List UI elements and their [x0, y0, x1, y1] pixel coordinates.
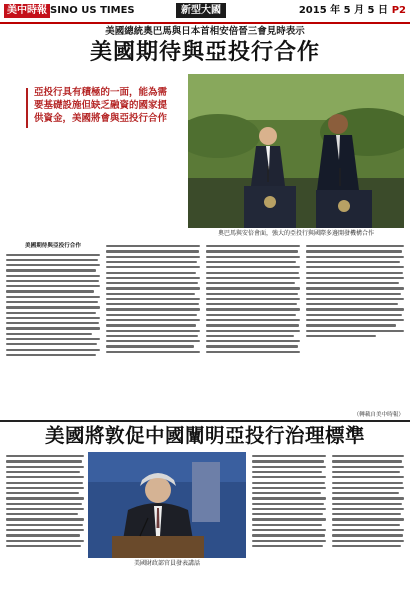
- text-line: [6, 269, 96, 271]
- pull-quote-text: 亞投行具有積極的一面，能為需要基礎設施但缺乏融資的國家提供資金，美國將會與亞投行合作: [34, 87, 168, 124]
- text-line: [6, 354, 96, 356]
- text-line: [6, 317, 100, 319]
- text-line: [332, 540, 404, 542]
- text-line: [206, 298, 300, 300]
- text-line: [206, 303, 297, 305]
- text-line: [6, 264, 100, 266]
- text-line: [6, 487, 84, 489]
- text-line: [106, 330, 200, 332]
- text-line: [332, 487, 404, 489]
- text-line: [206, 314, 296, 316]
- text-line: [106, 293, 195, 295]
- text-line: [306, 314, 402, 316]
- article1-subhead: 美國期待與亞投行合作: [25, 243, 81, 249]
- text-line: [106, 335, 198, 337]
- text-line: [306, 308, 404, 310]
- paper-logo: 美中時報: [4, 4, 50, 18]
- text-line: [6, 529, 84, 531]
- text-line: [6, 290, 94, 292]
- text-line: [206, 272, 299, 274]
- text-line: [206, 345, 298, 347]
- text-line: [306, 335, 376, 337]
- article1-end-note: （轉載自美中時報）: [353, 412, 404, 418]
- text-line: [306, 324, 396, 326]
- text-line: [106, 282, 198, 284]
- text-line: [106, 256, 200, 258]
- text-line: [306, 287, 404, 289]
- text-line: [6, 524, 83, 526]
- text-line: [6, 471, 80, 473]
- article2-column-2: [252, 452, 326, 598]
- text-line: [306, 245, 404, 247]
- text-line: [6, 306, 100, 308]
- article2-headline: 美國將敦促中國闡明亞投行治理標準: [44, 424, 365, 447]
- text-line: [6, 275, 100, 277]
- text-line: [332, 455, 404, 457]
- text-line: [306, 261, 400, 263]
- text-line: [252, 513, 323, 515]
- text-line: [6, 540, 84, 542]
- text-line: [252, 503, 324, 505]
- text-line: [6, 508, 84, 510]
- text-line: [252, 460, 324, 462]
- article2-photo: [88, 452, 246, 558]
- text-line: [206, 277, 300, 279]
- text-line: [106, 245, 200, 247]
- text-line: [252, 476, 326, 478]
- article2-column-3: [332, 452, 404, 598]
- text-line: [6, 322, 99, 324]
- text-line: [332, 492, 399, 494]
- text-line: [106, 298, 200, 300]
- text-line: [252, 508, 326, 510]
- text-line: [332, 503, 402, 505]
- text-line: [206, 319, 300, 321]
- text-line: [252, 487, 326, 489]
- text-line: [306, 303, 398, 305]
- article2-column-1: [6, 452, 84, 598]
- text-line: [306, 330, 404, 332]
- text-line: [106, 308, 200, 310]
- text-line: [6, 455, 84, 457]
- text-line: [206, 250, 298, 252]
- text-line: [252, 482, 325, 484]
- issue-date: 2015 年 5 月 5 日: [298, 5, 388, 16]
- text-line: [206, 308, 300, 310]
- text-line: [106, 266, 200, 268]
- press-conference-photo: [188, 74, 404, 228]
- text-line: [6, 333, 92, 335]
- article1-kicker: 美國總統奧巴馬與日本首相安倍晉三會見時表示: [105, 26, 305, 37]
- text-line: [206, 282, 295, 284]
- text-line: [6, 349, 100, 351]
- text-line: [306, 319, 404, 321]
- text-line: [306, 272, 403, 274]
- text-line: [106, 345, 194, 347]
- text-line: [206, 266, 300, 268]
- text-line: [332, 534, 403, 536]
- pull-quote-box: [6, 74, 182, 224]
- text-line: [106, 324, 196, 326]
- text-line: [206, 293, 298, 295]
- text-line: [206, 245, 300, 247]
- text-line: [332, 466, 404, 468]
- text-line: [252, 455, 326, 457]
- pull-quote-rule: [26, 88, 28, 128]
- text-line: [6, 327, 100, 329]
- text-line: [332, 508, 404, 510]
- text-line: [252, 497, 326, 499]
- text-line: [252, 524, 322, 526]
- text-line: [6, 534, 80, 536]
- text-line: [206, 256, 300, 258]
- article1-column-1: [6, 242, 100, 412]
- article1-headline: 美國期待與亞投行合作: [89, 40, 320, 65]
- text-line: [306, 256, 404, 258]
- text-line: [206, 340, 300, 342]
- article1-column-4: [306, 242, 404, 412]
- text-line: [106, 261, 197, 263]
- text-line: [6, 476, 84, 478]
- text-line: [106, 250, 199, 252]
- text-line: [106, 303, 199, 305]
- text-line: [106, 314, 197, 316]
- page-number: P2: [391, 5, 406, 16]
- paper-name: SINO US TIMES: [50, 5, 135, 16]
- text-line: [252, 529, 326, 531]
- text-line: [332, 524, 400, 526]
- text-line: [252, 534, 325, 536]
- text-line: [6, 513, 78, 515]
- text-line: [332, 529, 404, 531]
- text-line: [6, 312, 96, 314]
- article1-photo: [188, 74, 404, 228]
- article1-column-2: [106, 242, 200, 412]
- text-line: [6, 254, 100, 256]
- text-line: [206, 261, 296, 263]
- text-line: [332, 471, 400, 473]
- text-line: [106, 319, 200, 321]
- text-line: [6, 503, 82, 505]
- text-line: [332, 476, 404, 478]
- text-line: [106, 340, 200, 342]
- text-line: [6, 338, 100, 340]
- text-line: [332, 518, 404, 520]
- text-line: [252, 492, 321, 494]
- text-line: [306, 282, 399, 284]
- text-line: [6, 466, 84, 468]
- text-line: [106, 277, 200, 279]
- text-line: [332, 482, 403, 484]
- text-line: [306, 293, 401, 295]
- text-line: [306, 277, 404, 279]
- text-line: [332, 497, 404, 499]
- text-line: [306, 250, 402, 252]
- text-line: [6, 343, 97, 345]
- text-line: [6, 280, 99, 282]
- article-divider: [0, 420, 410, 422]
- text-line: [6, 492, 79, 494]
- article1-column-3: [206, 242, 300, 412]
- section-label: 新型大國: [176, 3, 226, 18]
- text-line: [252, 466, 326, 468]
- text-line: [6, 259, 98, 261]
- text-line: [6, 296, 100, 298]
- text-line: [6, 497, 84, 499]
- text-line: [6, 545, 81, 547]
- text-line: [306, 298, 404, 300]
- text-line: [106, 351, 200, 353]
- text-line: [332, 460, 402, 462]
- text-line: [206, 351, 300, 353]
- text-line: [106, 287, 200, 289]
- article2-photo-caption: 美國財政部官員發表講話: [133, 560, 200, 567]
- text-line: [206, 335, 294, 337]
- text-line: [6, 518, 84, 520]
- text-line: [206, 287, 300, 289]
- text-line: [206, 330, 300, 332]
- text-line: [332, 545, 401, 547]
- text-line: [6, 301, 98, 303]
- text-line: [252, 540, 326, 542]
- text-line: [106, 272, 196, 274]
- text-line: [6, 285, 100, 287]
- text-line: [6, 460, 82, 462]
- text-line: [252, 471, 322, 473]
- text-line: [306, 266, 404, 268]
- text-line: [252, 545, 323, 547]
- text-line: [206, 324, 299, 326]
- text-line: [332, 513, 401, 515]
- official-speaking-photo: [88, 452, 246, 558]
- text-line: [252, 518, 326, 520]
- article1-photo-caption: 奧巴馬與安倍會面，強大的亞投行與國際多邊開發機構合作: [217, 230, 374, 237]
- text-line: [6, 482, 83, 484]
- masthead: [0, 0, 410, 24]
